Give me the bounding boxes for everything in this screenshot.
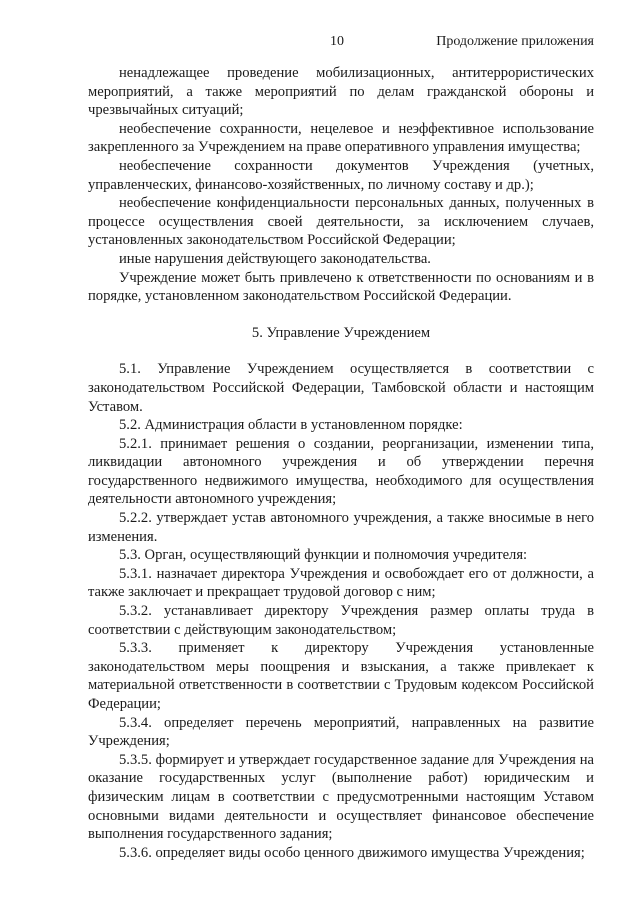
paragraph: необеспечение сохранности документов Учреждения (учетных, управленческих, финансово-хозяйственных, по личному составу и др.); (88, 157, 594, 193)
paragraph: 5.3. Орган, осуществляющий функции и полномочия учредителя: (119, 547, 528, 564)
paragraph: 5.1. Управление Учреждением осуществляется в соответствии с законодательством Российской Федерации, Тамбовской области и настоящим Уставом. (88, 361, 594, 415)
continuation-label: Продолжение приложения (436, 34, 594, 49)
paragraph: Учреждение может быть привлечено к ответственности по основаниям и в порядке, установленном законодательством Российской Федерации. (88, 269, 594, 305)
paragraph: 5.3.2. устанавливает директору Учреждения размер оплаты труда в соответствии с действующим законодательством; (88, 603, 594, 638)
paragraph: 5.3.6. определяет виды особо ценного движимого имущества Учреждения; (119, 844, 585, 861)
page-header (0, 34, 640, 54)
paragraph: 5.3.4. определяет перечень мероприятий, направленных на развитие Учреждения; (88, 714, 594, 750)
paragraph: иные нарушения действующего законодательства. (119, 250, 431, 267)
paragraph: необеспечение конфиденциальности персональных данных, полученных в процессе осуществления своей деятельности, за исключением случаев, установленных законодательством Российской Федерации; (88, 195, 594, 249)
paragraph: 5.3.1. назначает директора Учреждения и освобождает его от должности, а также заключает и прекращает трудовой договор с ним; (88, 565, 594, 601)
paragraph: ненадлежащее проведение мобилизационных, антитеррористических мероприятий, а также мероприятий по делам гражданской обороны и чрезвычайных ситуаций; (88, 65, 594, 119)
document-body (88, 64, 594, 862)
paragraph: 5.2. Администрация области в установленном порядке: (119, 417, 463, 434)
paragraph: 5.3.5. формирует и утверждает государственное задание для Учреждения на оказание государственных услуг (выполнение работ) юридическим и физическим лицам в соответствии с предусмотренными настоящим Уставом основными видами деятельности и осуществляет финансовое обеспечение выполнения государственного задания; (88, 751, 594, 843)
paragraph: необеспечение сохранности, нецелевое и неэффективное использование закрепленного за Учреждением на праве оперативного управления имущества; (88, 120, 594, 156)
section-title: 5. Управление Учреждением (251, 324, 431, 341)
page-number: 10 (330, 34, 344, 49)
paragraph: 5.2.1. принимает решения о создании, реорганизации, изменении типа, ликвидации автономного учреждения и об утверждении перечня государственного недвижимого имущества, необходимого для осуществления деятельности автономного учреждения; (88, 435, 594, 508)
paragraph: 5.3.3. применяет к директору Учреждения установленные законодательством меры поощрения и взыскания, а также привлекает к материальной ответственности в соответствии с Трудовым кодексом Российской Федерации; (88, 640, 594, 712)
paragraph: 5.2.2. утверждает устав автономного учреждения, а также вносимые в него изменения. (88, 510, 594, 545)
